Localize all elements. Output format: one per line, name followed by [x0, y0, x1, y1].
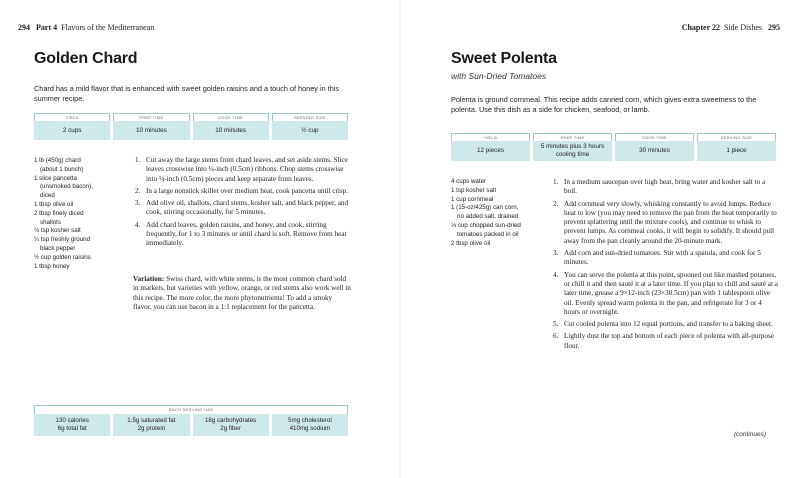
ingredient-line: ⅓ cup chopped sun-dried — [451, 221, 521, 229]
ingredient-line: black pepper — [40, 244, 76, 252]
meta-prep-time: PREP TIME 10 minutes — [113, 113, 189, 140]
right-page — [400, 0, 800, 478]
ingredient-line: 2 tbsp finely diced — [34, 209, 84, 217]
recipe-meta-table — [451, 133, 776, 161]
chapter-title: Side Dishes — [724, 23, 762, 32]
meta-cook-time: COOK TIME 10 minutes — [193, 113, 269, 140]
ingredient-line: no added salt, drained — [457, 213, 519, 221]
meta-prep-time: PREP TIME 5 minutes plus 3 hours cooling time — [533, 133, 612, 161]
step-item: 1. Cut away the large stems from chard leaves, and set aside stems. Slice leaves crosswise into ¼-inch (0.5cm) ribbons. Chop stems crosswise into ¼-inch (0.5cm) pieces and keep separate from leaves. — [135, 156, 348, 183]
ingredient-line: 1 (15-oz/425g) can corn, — [451, 204, 519, 212]
ingredient-line: diced — [40, 192, 55, 200]
ingredient-line: 1 lb (450g) chard — [34, 157, 81, 164]
ingredient-list — [34, 157, 124, 271]
instruction-steps — [553, 178, 778, 354]
nutrition-label: EACH SERVING HAS — [34, 405, 348, 414]
left-running-head — [18, 23, 154, 32]
part-title: Flavors of the Mediterranean — [61, 23, 155, 32]
part-label: Part 4 — [36, 23, 58, 32]
ingredient-line: 1 slice pancetta — [34, 174, 77, 182]
ingredient-line: 1 cup cornmeal — [451, 195, 494, 203]
ingredient-line: ½ cup golden raisins — [34, 253, 91, 261]
recipe-title-golden-chard: Golden Chard — [34, 50, 138, 67]
recipe-subtitle: with Sun-Dried Tomatoes — [451, 71, 547, 81]
ingredient-line: tomatoes packed in oil — [457, 230, 519, 238]
variation-note — [133, 275, 351, 312]
step-item: 5. Cut cooled polenta into 12 equal portions, and transfer to a baking sheet. — [553, 320, 773, 329]
recipe-intro: Polenta is ground cornmeal. This recipe adds canned corn, which gives extra sweetness to the polenta. Use this dish as a side for chicken, seafood, or lamb. — [451, 95, 757, 114]
step-item: 6. Lightly dust the top and bottom of each piece of polenta with all-purpose flour. — [553, 332, 774, 350]
ingredient-line: (unsmoked bacon), — [40, 183, 93, 191]
step-item: 2. Add cornmeal very slowly, whisking constantly to avoid lumps. Reduce heat to low (you may need to remove the pan from the heat temporarily to prevent splattering until the mixture cools), and continue to whisk to prevent lumps. As cornmeal cooks, it will begin to solidify. It should pull away from the pan cleanly around the 20-minute mark. — [553, 199, 777, 245]
nutrition-cell: 130 calories 6g total fat — [34, 414, 110, 436]
chapter-label: Chapter 22 — [681, 23, 720, 32]
ingredient-line: 1 tsp kosher salt — [451, 186, 497, 194]
ingredient-line: 4 cups water — [451, 178, 487, 185]
step-item: 4. You can serve the polenta at this point, spooned out like mashed potatoes, or chill it and then sauté it at a later time. If you plan to chill and sauté at a later time, grease a 9×12-inch (23×30.5cm) pan with 1 tablespoon olive oil. Evenly spread warm polenta in the pan, and refrigerate for 3 or 4 hours or overnight. — [553, 270, 778, 316]
meta-cook-time: COOK TIME 30 minutes — [615, 133, 694, 161]
meta-serving-size: SERVING SIZE ½ cup — [272, 113, 348, 140]
ingredient-line: ⅛ tsp kosher salt — [34, 227, 81, 235]
step-item: 3. Add corn and sun-dried tomatoes. Stir with a spatula, and cook for 5 minutes. — [553, 249, 761, 267]
step-item: 3. Add olive oil, shallots, chard stems, kosher salt, and black pepper, and cook, stirring occasionally, for 5 minutes. — [135, 199, 349, 217]
ingredient-line: shallots — [40, 218, 61, 226]
ingredient-line: 1 tbsp olive oil — [34, 200, 74, 208]
left-page-number: 294 — [18, 23, 30, 32]
meta-serving-size: SERVING SIZE 1 piece — [697, 133, 776, 161]
meta-yield: YIELD 12 pieces — [451, 133, 530, 161]
nutrition-cell: 5mg cholesterol 410mg sodium — [272, 414, 348, 436]
step-item: 1. In a medium saucepan over high heat, bring water and kosher salt to a boil. — [553, 178, 766, 196]
right-page-number: 295 — [768, 23, 780, 32]
recipe-title-sweet-polenta: Sweet Polenta — [451, 50, 557, 67]
meta-yield: YIELD 2 cups — [34, 113, 110, 140]
recipe-intro: Chard has a mild flavor that is enhanced with sweet golden raisins and a touch of honey in this summer recipe. — [34, 84, 340, 103]
ingredient-line: 2 tbsp olive oil — [451, 239, 491, 247]
right-running-head — [682, 23, 780, 32]
ingredient-line: 1 tbsp honey — [34, 262, 70, 270]
ingredient-list — [451, 178, 543, 248]
recipe-meta-table — [34, 113, 348, 140]
continues-note: (continues) — [733, 431, 766, 438]
nutrition-table — [34, 405, 348, 436]
step-item: 2. In a large nonstick skillet over medium heat, cook pancetta until crisp. — [135, 186, 349, 195]
nutrition-cell: 1.5g saturated fat 2g protein — [113, 414, 189, 436]
instruction-steps — [135, 156, 351, 252]
step-item: 4. Add chard leaves, golden raisins, and honey, and cook, stirring frequently, for 1 to 3 minutes or until chard is soft. Remove from heat immediately. — [135, 220, 347, 248]
ingredient-line: ¼ tsp freshly ground — [34, 236, 91, 244]
nutrition-cell: 18g carbohydrates 2g fiber — [193, 414, 269, 436]
variation-text: Swiss chard, with white stems, is the most common chard sold in markets, but varieties with yellow, orange, or red stems also work well in this recipe. The more color, the more phytonutrients! To add a smoky flavor, you can use bacon in a 1:1 replacement for the pancetta. — [133, 275, 351, 311]
ingredient-line: (about 1 bunch) — [40, 165, 84, 173]
variation-label: Variation: — [133, 275, 165, 283]
